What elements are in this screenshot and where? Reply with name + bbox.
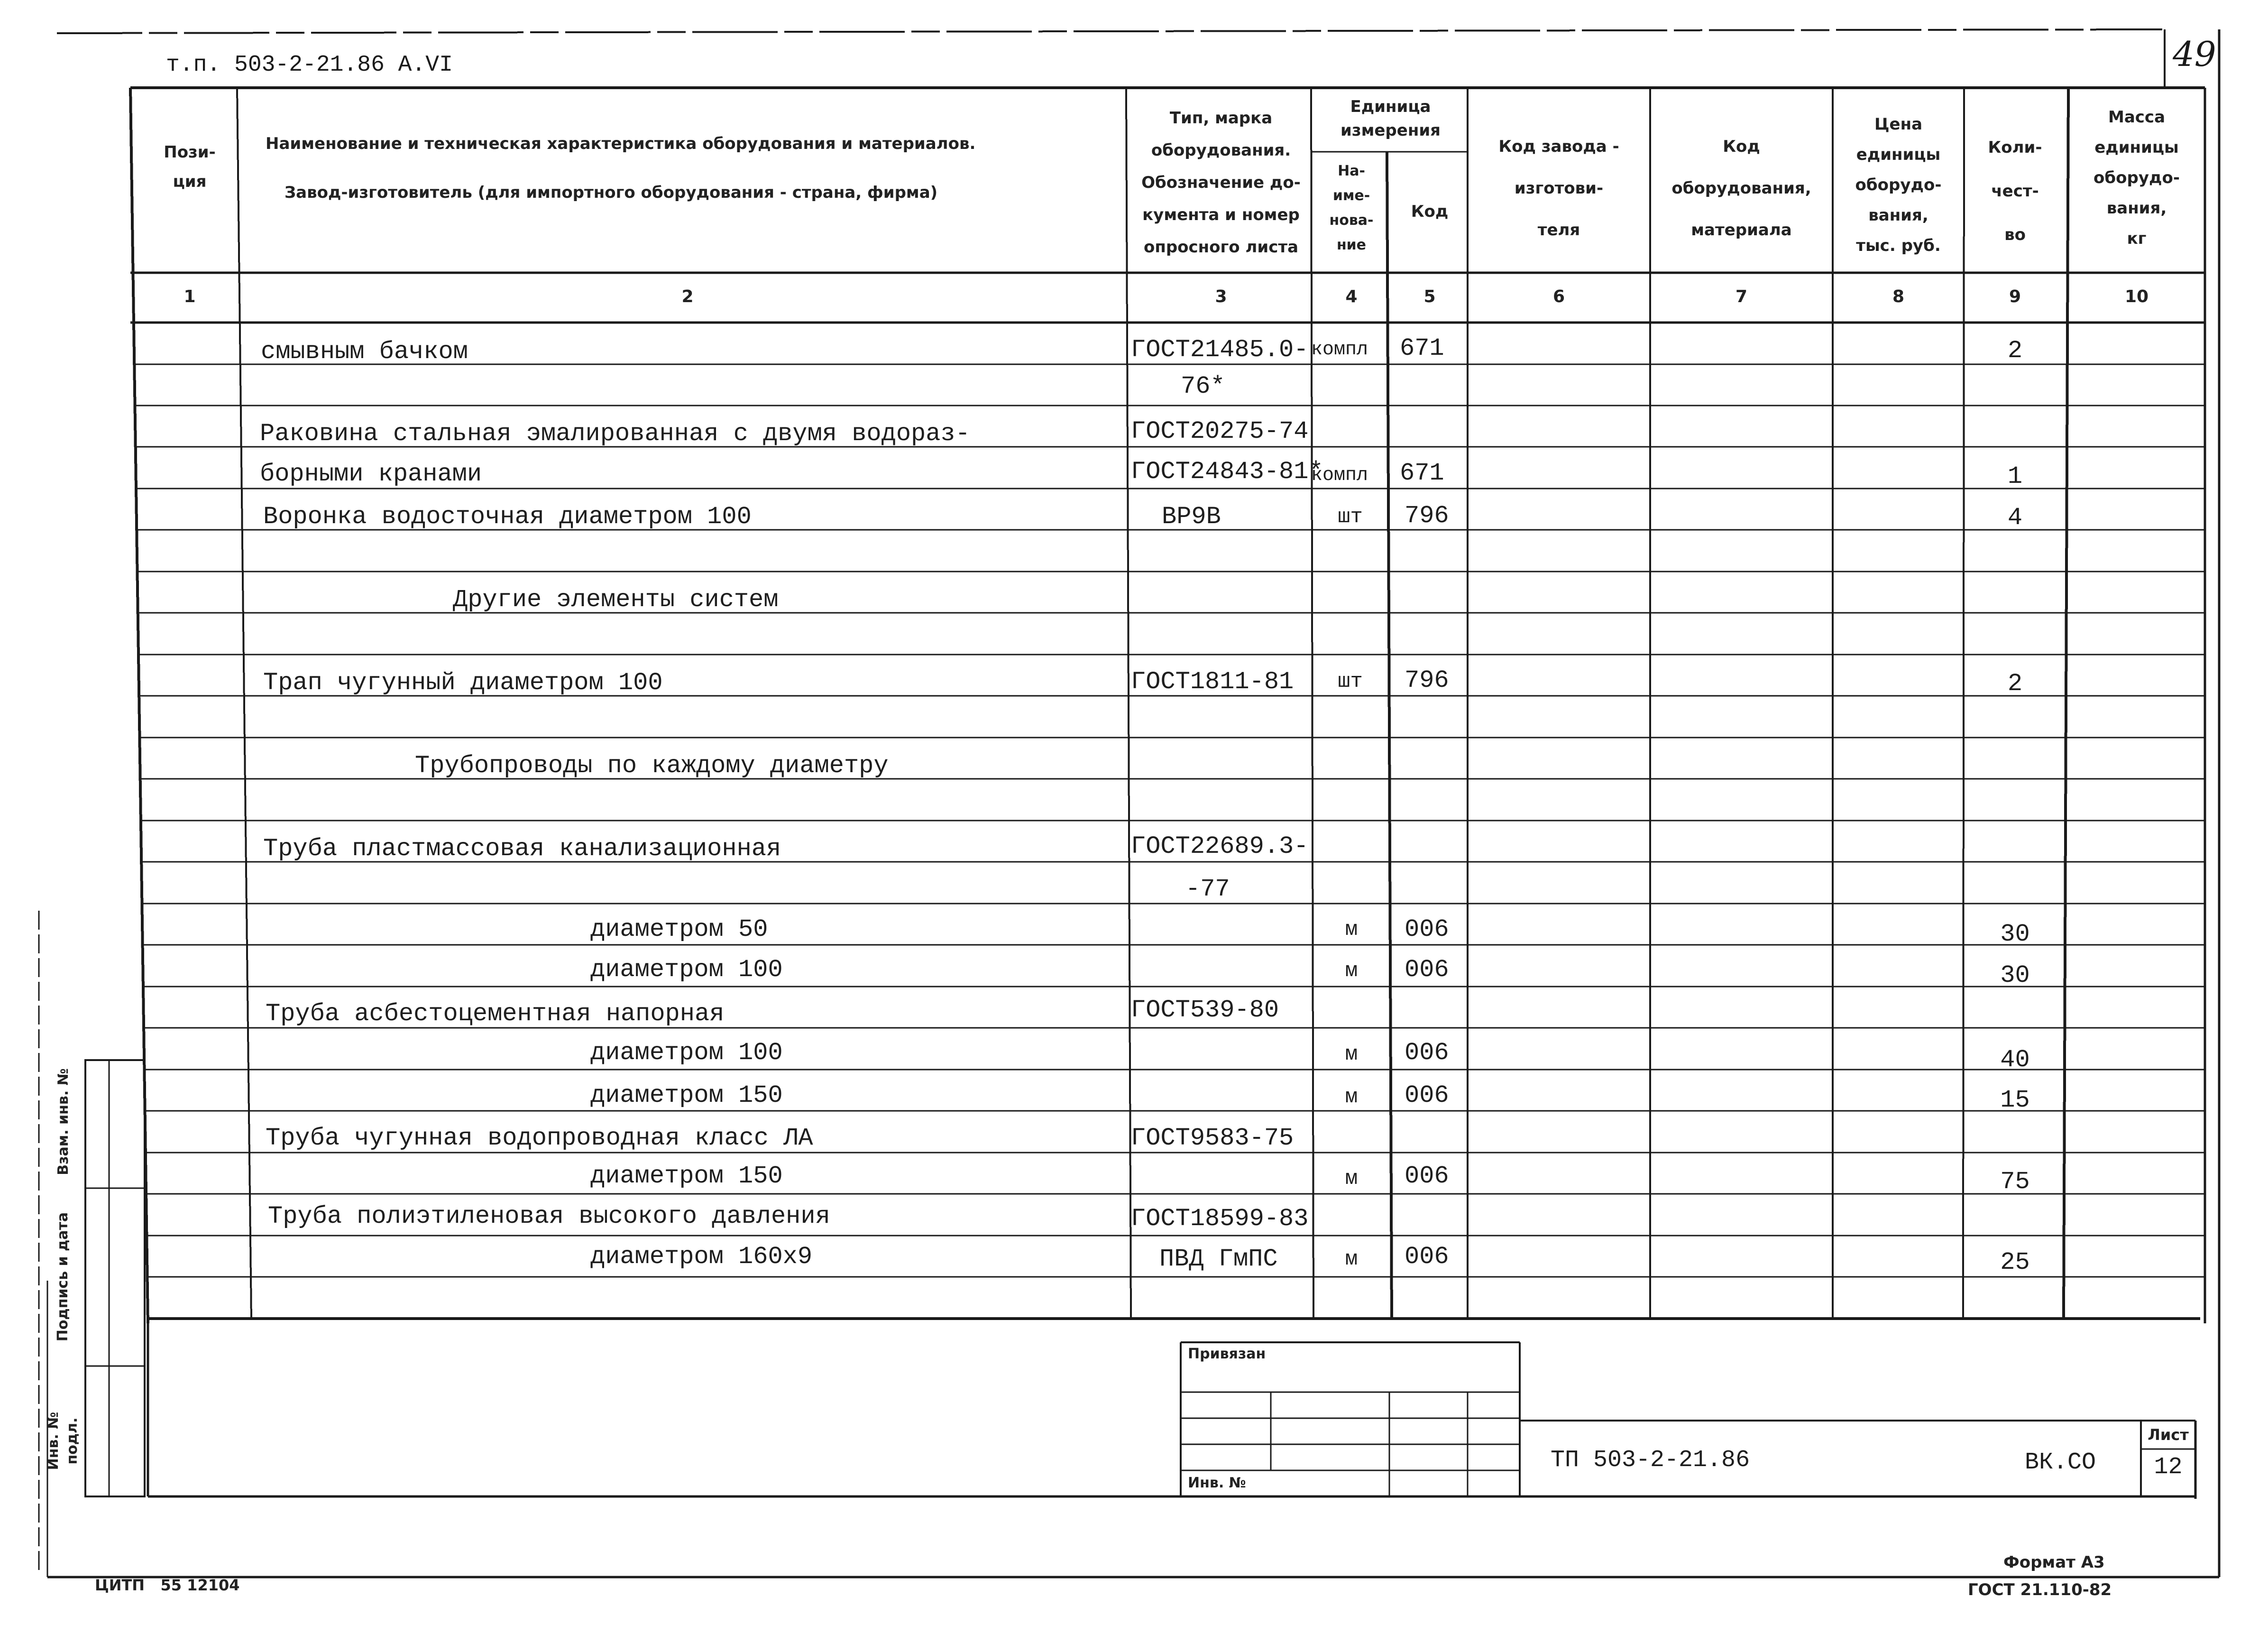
row-unit: шт [1338,505,1363,529]
row-name: Трап чугунный диаметром 100 [263,669,663,697]
row-doc: ГОСТ1811-81 [1131,668,1294,696]
row-unit: м [1345,1247,1358,1271]
row-doc: ГОСТ24843-81* [1131,458,1323,486]
stamp-sheet-value: 12 [2154,1454,2183,1481]
row-unit: м [1345,918,1358,942]
row-name: Труба чугунная водопроводная класс ЛА [266,1124,813,1152]
row-name: диаметром 150 [590,1162,783,1190]
footer-left: ЦИТП 55 12104 [95,1576,240,1594]
col-number: 2 [681,287,694,306]
row-name: Труба асбестоцементная напорная [266,1000,725,1028]
col-number: 6 [1552,287,1565,306]
header-name-line2: Завод-изготовитель (для импортного оборудования - страна, фирма) [285,183,938,202]
header-position: Пози- ция [164,143,216,191]
row-code: 671 [1400,334,1444,362]
row-unit: компл [1311,339,1368,360]
row-doc: 76* [1181,372,1225,400]
header-factory-code: Код завода - изготови- теля [1498,137,1619,240]
row-unit: шт [1338,670,1363,693]
header-equipment-code: Код оборудования, материала [1671,137,1811,240]
row-unit: компл [1311,465,1368,486]
row-name: борными кранами [260,460,482,488]
row-code: 671 [1400,459,1444,487]
stamp-section: ВК.СО [2025,1449,2096,1476]
col-number: 7 [1735,287,1748,306]
row-doc: ГОСТ539-80 [1131,996,1279,1024]
col-number: 1 [184,287,196,306]
header-unit-code: Код [1411,202,1449,221]
stamp-sheet-label: Лист [2148,1426,2189,1444]
side-label-vzam: Взам. инв. № [55,1068,72,1175]
row-name: диаметром 160х9 [590,1243,813,1271]
col-number: 5 [1423,287,1436,306]
row-code: 006 [1405,1162,1449,1190]
row-code: 006 [1405,1039,1449,1067]
row-qty: 75 [2000,1168,2030,1196]
row-doc: ГОСТ9583-75 [1131,1124,1294,1152]
row-unit: м [1345,1167,1358,1191]
header-type: Тип, марка оборудования. Обозначение до- кумента и номер опросного листа [1141,109,1301,257]
col-number: 8 [1892,287,1905,306]
header-price: Цена единицы оборудо- вания, тыс. руб. [1855,115,1942,255]
header-quantity: Коли- чест- во [1988,138,2042,244]
row-qty: 2 [2007,337,2023,365]
row-name: смывным бачком [261,338,468,366]
stamp-doc-code: ТП 503-2-21.86 [1551,1447,1750,1474]
row-unit: м [1345,959,1358,983]
row-name: диаметром 100 [590,1039,783,1067]
row-name: Труба полиэтиленовая высокого давления [268,1202,830,1230]
col-number: 10 [2124,287,2149,306]
row-name: Воронка водосточная диаметром 100 [263,503,752,531]
row-qty: 1 [2007,462,2023,490]
row-doc: ГОСТ18599-83 [1131,1205,1309,1233]
header-unit-group: Единица измерения [1341,97,1441,140]
stamp-privyazan: Привязан [1188,1346,1266,1362]
doc-ref: т.п. 503-2-21.86 А.VI [166,52,453,78]
footer-gost: ГОСТ 21.110-82 [1968,1580,2112,1599]
col-number: 3 [1215,287,1227,306]
header-unit-name: На- име- нова- ние [1329,163,1374,253]
row-qty: 30 [2000,920,2030,948]
row-code: 006 [1405,956,1449,984]
side-label-inv-podl: Инв. № подл. [45,1412,81,1470]
footer-format: Формат А3 [2003,1553,2105,1572]
row-qty: 30 [2000,961,2030,989]
row-name: Раковина стальная эмалированная с двумя водораз- [260,420,970,448]
row-qty: 25 [2000,1248,2030,1276]
row-qty: 15 [2000,1086,2030,1114]
row-doc: -77 [1185,875,1230,903]
col-number: 4 [1345,287,1358,306]
row-doc: ГОСТ20275-74 [1131,417,1309,445]
row-code: 796 [1405,502,1449,530]
row-name: Труба пластмассовая канализационная [263,835,781,863]
section-heading: Другие элементы систем [453,586,779,614]
header-mass: Масса единицы оборудо- вания, кг [2094,108,2180,248]
row-name: диаметром 50 [590,915,768,943]
row-code: 006 [1405,1243,1449,1271]
stamp-inv-no: Инв. № [1188,1475,1246,1491]
col-number: 9 [2009,287,2021,306]
section-heading: Трубопроводы по каждому диаметру [415,752,889,780]
row-doc: ГОСТ21485.0- [1131,336,1309,364]
row-doc: ГОСТ22689.3- [1131,832,1309,860]
row-code: 006 [1405,915,1449,943]
row-unit: м [1345,1085,1358,1109]
page-number: 49 [2173,34,2216,74]
row-code: 006 [1405,1081,1449,1109]
row-name: диаметром 100 [590,956,783,984]
header-name-line1: Наименование и техническая характеристика оборудования и материалов. [266,134,976,153]
row-code: 796 [1405,666,1449,694]
row-qty: 4 [2007,504,2023,532]
row-unit: м [1345,1043,1358,1066]
row-name: диаметром 150 [590,1081,783,1109]
row-qty: 2 [2007,670,2023,698]
row-doc: ВР9В [1162,503,1221,531]
side-label-podpis: Подпись и дата [55,1212,71,1342]
row-doc: ПВД ГмПС [1159,1245,1278,1273]
row-qty: 40 [2000,1046,2030,1074]
